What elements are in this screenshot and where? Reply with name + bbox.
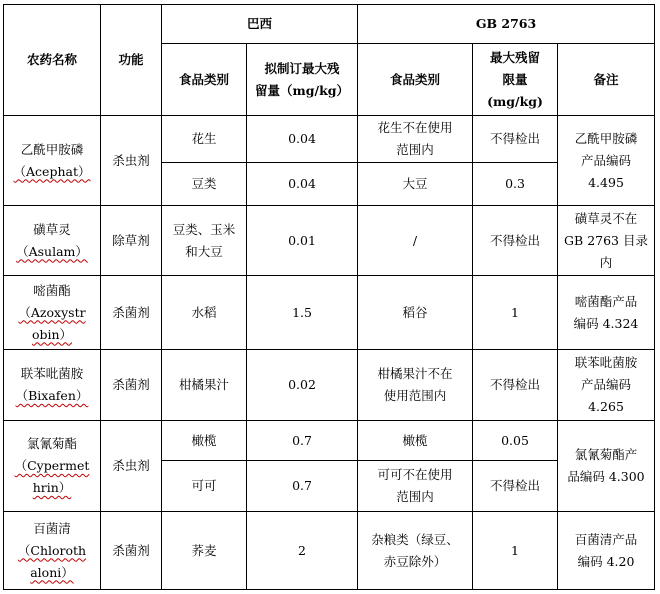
header-function: 功能 xyxy=(101,5,162,116)
pesticide-name-cell xyxy=(4,421,101,512)
header-gb-food-category: 食品类别 xyxy=(358,44,473,116)
remark-cell: 百菌清产品 编码 4.20 xyxy=(558,512,655,590)
remark-cell: 联苯吡菌胺 产品编码 4.265 xyxy=(558,350,655,421)
gb-mrl-cell: 不得检出 xyxy=(473,461,558,512)
gb-food-cell: 大豆 xyxy=(358,163,473,206)
header-row-1 xyxy=(4,5,655,44)
function-cell: 杀虫剂 xyxy=(101,116,162,206)
gb-food-cell: 橄榄 xyxy=(358,421,473,461)
pesticide-name-cn: 乙酰甲胺磷 xyxy=(20,141,84,157)
brazil-food-cell: 荞麦 xyxy=(162,512,247,590)
pesticide-name-cell xyxy=(4,512,101,590)
brazil-mrl-cell: 0.01 xyxy=(247,206,358,276)
gb-mrl-cell: 1 xyxy=(473,276,558,350)
header-pesticide-name: 农药名称 xyxy=(4,5,101,116)
pesticide-name-cell xyxy=(4,206,101,276)
gb-mrl-cell: 0.3 xyxy=(473,163,558,206)
pesticide-name-en: （Acephat） xyxy=(13,163,91,179)
header-remark: 备注 xyxy=(558,44,655,116)
brazil-food-cell: 豆类、玉米 和大豆 xyxy=(162,206,247,276)
gb-food-cell: 稻谷 xyxy=(358,276,473,350)
pesticide-name-en: （Cypermet hrin） xyxy=(14,458,90,495)
pesticide-name-cn: 氯氰菊酯 xyxy=(26,436,77,451)
table-row xyxy=(4,276,655,350)
function-cell: 除草剂 xyxy=(101,206,162,276)
mrl-comparison-table xyxy=(3,4,655,590)
gb-food-cell: 杂粮类（绿豆、 赤豆除外） xyxy=(358,512,473,590)
pesticide-name-en: （Asulam） xyxy=(16,243,88,259)
brazil-food-cell: 花生 xyxy=(162,116,247,163)
brazil-mrl-cell: 0.02 xyxy=(247,350,358,421)
header-gb-mrl: 最大残留 限量 (mg/kg) xyxy=(473,44,558,116)
pesticide-name-en: （Chloroth aloni） xyxy=(17,542,87,580)
pesticide-name-cn: 嘧菌酯 xyxy=(33,282,71,298)
pesticide-name-cn: 联苯吡菌胺 xyxy=(20,366,84,381)
gb-mrl-cell: 1 xyxy=(473,512,558,590)
header-brazil-mrl: 拟制订最大残 留量（mg/kg） xyxy=(247,44,358,116)
table-row xyxy=(4,512,655,590)
brazil-food-cell: 柑橘果汁 xyxy=(162,350,247,421)
gb-mrl-cell: 不得检出 xyxy=(473,350,558,421)
pesticide-name-cell xyxy=(4,116,101,206)
brazil-mrl-cell: 0.04 xyxy=(247,163,358,206)
remark-cell: 氯氰菊酯产 品编码 4.300 xyxy=(558,421,655,512)
function-cell: 杀菌剂 xyxy=(101,276,162,350)
table-row xyxy=(4,421,655,461)
brazil-food-cell: 豆类 xyxy=(162,163,247,206)
table-row xyxy=(4,350,655,421)
remark-cell: 嘧菌酯产品 编码 4.324 xyxy=(558,276,655,350)
header-gb2763: GB 2763 xyxy=(358,5,655,44)
brazil-mrl-cell: 2 xyxy=(247,512,358,590)
pesticide-name-cell xyxy=(4,350,101,421)
pesticide-name-cn: 磺草灵 xyxy=(33,221,71,237)
pesticide-name-en: （Bixafen） xyxy=(15,388,89,403)
gb-food-cell: 花生不在使用 范围内 xyxy=(358,116,473,163)
remark-cell: 磺草灵不在 GB 2763 目录 内 xyxy=(558,206,655,276)
brazil-mrl-cell: 0.7 xyxy=(247,421,358,461)
brazil-mrl-cell: 0.04 xyxy=(247,116,358,163)
pesticide-name-cell xyxy=(4,276,101,350)
header-brazil-food-category: 食品类别 xyxy=(162,44,247,116)
brazil-mrl-cell: 0.7 xyxy=(247,461,358,512)
gb-mrl-cell: 0.05 xyxy=(473,421,558,461)
gb-mrl-cell: 不得检出 xyxy=(473,116,558,163)
function-cell: 杀菌剂 xyxy=(101,350,162,421)
gb-food-cell: / xyxy=(358,206,473,276)
gb-food-cell: 柑橘果汁不在 使用范围内 xyxy=(358,350,473,421)
brazil-food-cell: 可可 xyxy=(162,461,247,512)
remark-cell: 乙酰甲胺磷 产品编码 4.495 xyxy=(558,116,655,206)
table-row xyxy=(4,206,655,276)
header-brazil: 巴西 xyxy=(162,5,358,44)
brazil-food-cell: 橄榄 xyxy=(162,421,247,461)
brazil-food-cell: 水稻 xyxy=(162,276,247,350)
gb-mrl-cell: 不得检出 xyxy=(473,206,558,276)
function-cell: 杀虫剂 xyxy=(101,421,162,512)
brazil-mrl-cell: 1.5 xyxy=(247,276,358,350)
pesticide-name-en: （Azoxystr obin） xyxy=(18,304,86,342)
gb-food-cell: 可可不在使用 范围内 xyxy=(358,461,473,512)
function-cell: 杀菌剂 xyxy=(101,512,162,590)
pesticide-name-cn: 百菌清 xyxy=(33,520,71,536)
table-row xyxy=(4,116,655,163)
